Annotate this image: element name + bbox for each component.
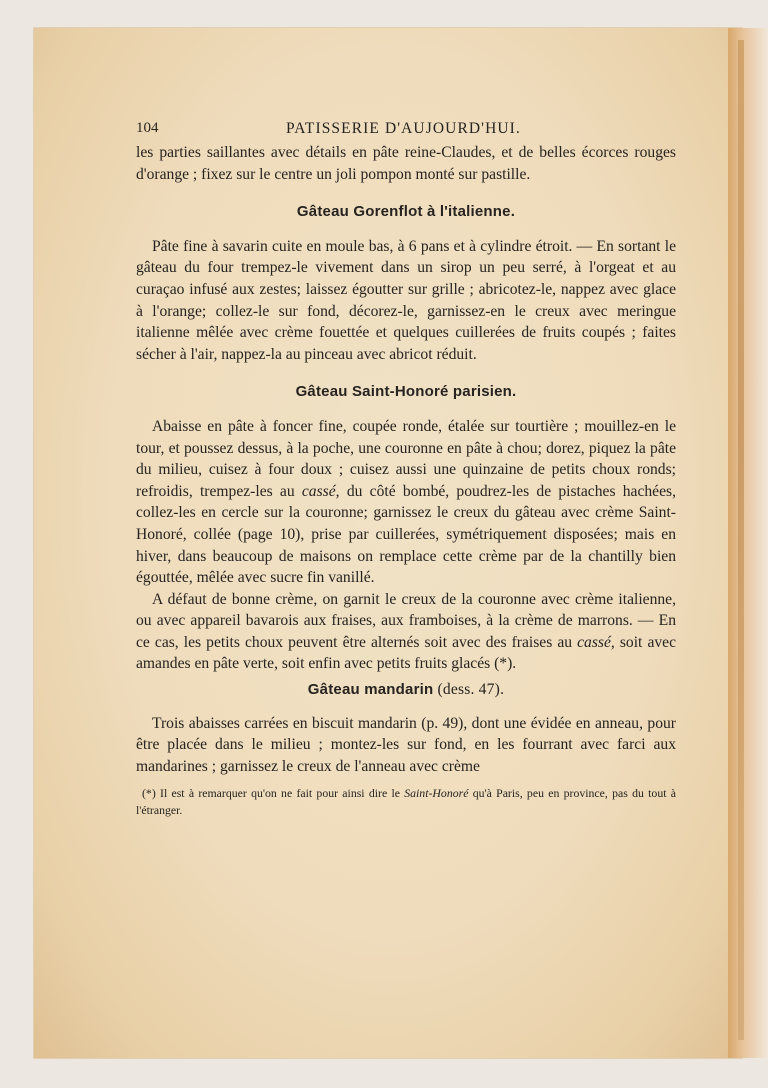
heading-title: Gâteau mandarin <box>307 681 434 699</box>
running-title: PATISSERIE D'AUJOURD'HUI. <box>286 120 521 137</box>
footnote-text: qu'à Paris, peu en province, pas du tout à l'étranger. <box>136 786 676 818</box>
section-heading-gorenflot: Gâteau Gorenflot à l'italienne. <box>296 203 516 221</box>
page-number: 104 <box>136 120 159 136</box>
paragraph-saint-honore-1 <box>136 416 676 589</box>
page-edge-shadow <box>728 28 768 1058</box>
intro-line-2: rouges d'orange ; fixez sur le centre un joli pompon monté sur pastille. <box>136 144 676 183</box>
text-run: A défaut de bonne crème, on garnit le creux de la couronne avec crème italienne, ou avec appareil bavarois aux fraises, aux framboises, à la crème de marrons. — En ce cas, les petits choux peuvent être alternés soit avec des fraises au <box>136 590 676 651</box>
footnote <box>136 785 676 819</box>
paragraph-mandarin: Trois abaisses carrées en biscuit mandarin (p. 49), dont une évidée en anneau, pour être placée dans le milieu ; montez-les sur fond, en les fourrant avec farci aux mandarines ; garnissez le creux de l'anneau avec crème <box>136 714 676 775</box>
paragraph-saint-honore-2 <box>136 589 676 675</box>
paragraph-gorenflot: Pâte fine à savarin cuite en moule bas, à 6 pans et à cylindre étroit. — En sortant le gâteau du four trempez-le vivement dans un sirop un peu serré, à l'orgeat et au curaçao infusé aux zestes; laissez égoutter sur grille ; abricotez-le, nappez avec glace à l'orange; collez-le sur fond, décorez-le, garnissez-en le creux avec meringue italienne mêlée avec crème fouettée et quelques cuillerées de fruits coupés ; faites sécher à l'air, nappez-la au pinceau avec abricot réduit. <box>136 237 676 363</box>
page-content <box>136 118 676 819</box>
footnote-text: (*) Il est à remarquer qu'on ne fait pour ainsi dire le <box>142 786 405 801</box>
intro-paragraph <box>136 142 676 185</box>
section-heading-mandarin <box>136 679 676 701</box>
text-run: du côté bombé, poudrez-les de pistaches hachées, collez-les en cercle sur la couronne; garnissez le creux du gâteau avec crème Saint-Honoré, collée (page 10), prise par cuillerées, symétriquement disposées; mais en hiver, dans beaucoup de maisons on remplace cette crème par de la chantilly bien égouttée, mêlée avec sucre fin vanillé. <box>136 482 676 587</box>
italic-term: cassé, <box>577 633 615 651</box>
running-head <box>136 118 676 140</box>
footnote-italic: Saint-Honoré <box>404 786 469 801</box>
section-heading-saint-honore: Gâteau Saint-Honoré parisien. <box>295 383 517 401</box>
text-run: soit avec amandes en pâte verte, soit enfin avec petits fruits glacés (*). <box>136 633 676 673</box>
italic-term: cassé, <box>301 482 340 500</box>
text-run: Abaisse en pâte à foncer fine, coupée ronde, étalée sur tourtière ; mouillez-en le tour, et poussez dessus, à la poche, une couronne en pâte à chou; dorez, piquez la pâte du milieu, cuisez à four doux ; cuisez aussi une quinzaine de petits choux ronds; refroidis, trempez-les au <box>136 417 676 500</box>
binding-stain <box>738 40 744 1040</box>
intro-line-1: les parties saillantes avec détails en pâte reine-Claudes, et de belles écorces <box>136 144 629 161</box>
heading-drawing-ref: (dess. 47). <box>433 681 505 699</box>
